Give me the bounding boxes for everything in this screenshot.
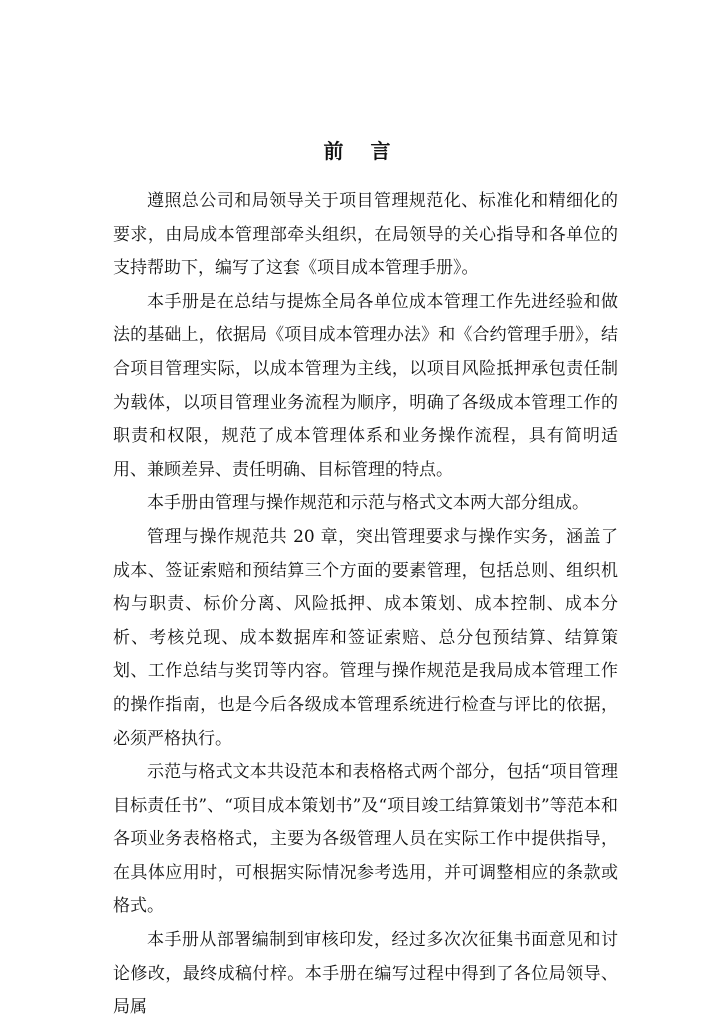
page-title: 前 言: [323, 139, 401, 164]
paragraph: 本手册由管理与操作规范和示范与格式文本两大部分组成。: [147, 493, 589, 514]
preface-body: [113, 185, 618, 1025]
paragraph: 管理与操作规范共 20 章，突出管理要求与操作实务，涵盖了成本、签证索赔和预结算三个方面的要素管理，包括总则、组织机构与职责、标价分离、风险抵押、成本策划、成本控制、成本分析、考核兑现、成本数据库和签证索赔、总分包预结算、结算策划、工作总结与奖罚等内容。管理与操作规范是我局成本管理工作的操作指南，也是今后各级成本管理系统进行检查与评比的依据，必须严格执行。: [113, 526, 618, 749]
paragraph: 本手册是在总结与提炼全局各单位成本管理工作先进经验和做法的基础上，依据局《项目成本管理办法》和《合约管理手册》，结合项目管理实际，以成本管理为主线，以项目风险抵押承包责任制为载体，以项目管理业务流程为顺序，明确了各级成本管理工作的职责和权限，规范了成本管理体系和业务操作流程，具有简明适用、兼顾差异、责任明确、目标管理的特点。: [113, 291, 618, 480]
paragraph: 本手册从部署编制到审核印发，经过多次次征集书面意见和讨论修改，最终成稿付梓。本手册在编写过程中得到了各位局领导、局属: [113, 930, 618, 1018]
paragraph: 遵照总公司和局领导关于项目管理规范化、标准化和精细化的要求，由局成本管理部牵头组织，在局领导的关心指导和各单位的支持帮助下，编写了这套《项目成本管理手册》。: [113, 191, 618, 279]
paragraph: 示范与格式文本共设范本和表格格式两个部分，包括“项目管理目标责任书”、“项目成本策划书”及“项目竣工结算策划书”等范本和各项业务表格格式，主要为各级管理人员在实际工作中提供指导，在具体应用时，可根据实际情况参考选用，并可调整相应的条款或格式。: [113, 762, 618, 917]
